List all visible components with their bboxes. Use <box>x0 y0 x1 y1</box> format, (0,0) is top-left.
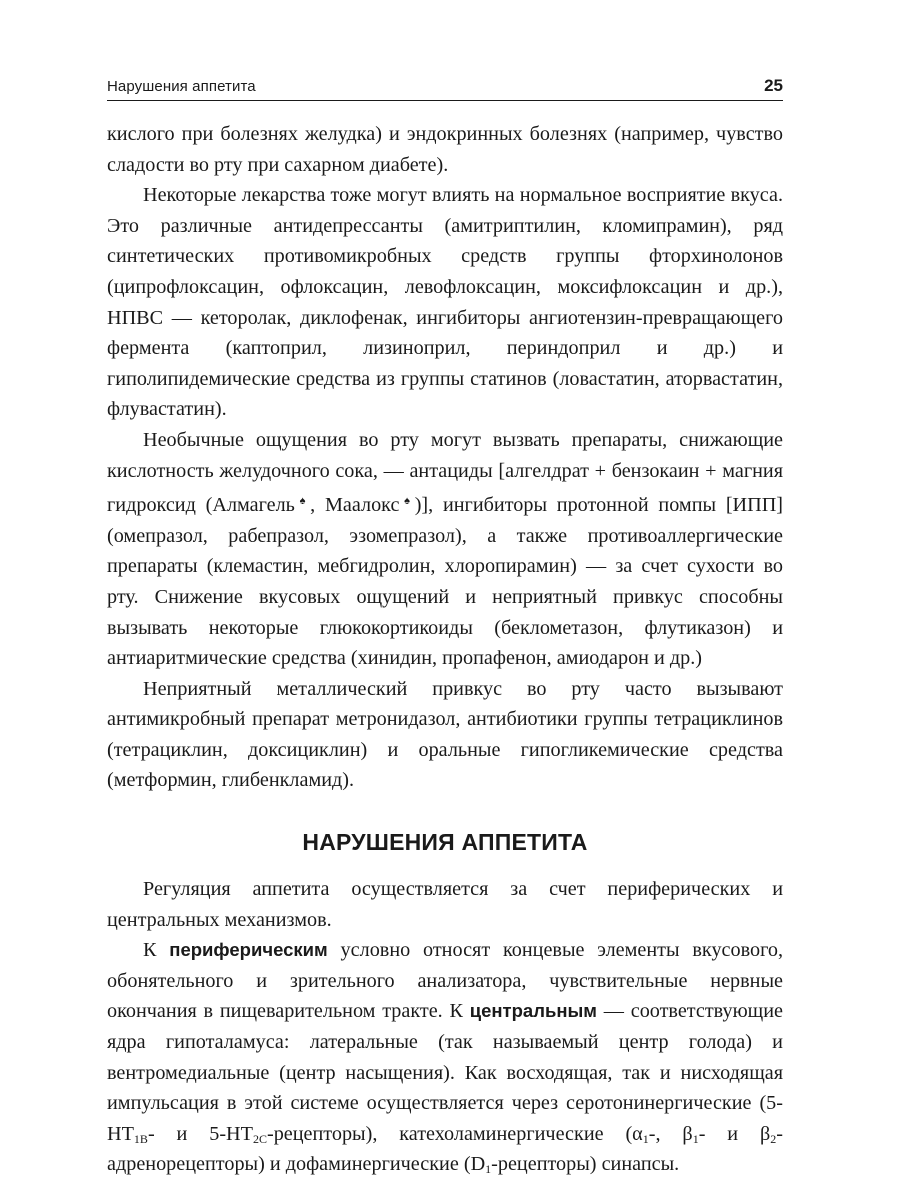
header-rule <box>107 100 783 101</box>
paragraph-mechanisms <box>107 935 783 1180</box>
subscript: 1В <box>133 1131 148 1146</box>
subscript: 2 <box>770 1131 777 1146</box>
paragraph-appetite-regulation: Регуляция аппетита осуществляется за счет периферических и центральных механизмов. <box>107 878 783 931</box>
text-run: -адренорецепторы) и дофаминергические (D <box>107 1122 783 1176</box>
paragraph-metallic-taste: Неприятный металлический привкус во рту часто вызывают антимикробный препарат метронидазол, антибиотики группы тетрациклинов (тетрациклин, доксициклин) и оральные гипогликемические средства (метформин, глибенкламид). <box>107 677 783 792</box>
text-run: , Маалокс <box>310 494 400 517</box>
text-run: Необычные ощущения во рту могут вызвать препараты, снижающие кислотность желудочного сока, — антациды [алгелдрат + бензокаин + магния гидроксид (Алмагель <box>107 428 783 517</box>
bold-term-central: центральным <box>469 1000 597 1022</box>
paragraph-drugs-taste: Некоторые лекарства тоже могут влиять на нормальное восприятие вкуса. Это различные антидепрессанты (амитриптилин, кломипрамин), ряд синтетических противомикробных средств группы фторхинолонов (ципрофлоксацин, офлоксацин, левофлоксацин, моксифлоксацин и др.), НПВС — кеторолак, диклофенак, ингибиторы ангиотензин-превращающего фермента (каптоприл, лизиноприл, периндоприл и др.) и гиполипидемические средства из группы статинов (ловастатин, аторвастатин, флувастатин). <box>107 184 783 421</box>
text-run: -рецепторы) синапсы. <box>491 1153 680 1176</box>
text-run: К <box>143 939 170 962</box>
page-number: 25 <box>764 76 783 95</box>
running-title: Нарушения аппетита <box>107 78 256 95</box>
paragraph-antacids <box>107 425 783 674</box>
bold-term-peripheral: периферическим <box>169 939 328 961</box>
text-run: -, β <box>648 1122 693 1145</box>
body-text <box>107 119 783 1180</box>
text-run: - и 5-НТ <box>147 1122 253 1145</box>
section-heading: НАРУШЕНИЯ АППЕТИТА <box>302 829 588 856</box>
subscript: 2С <box>252 1131 267 1146</box>
trademark-mark: ♠ <box>294 495 311 508</box>
text-run: )], ингибиторы протонной помпы [ИПП] (омепразол, рабепразол, эзомепразол), а также противоаллергические препараты (клемастин, мебгидролин, хлоропирамин) — за счет сухости во рту. Снижение вкусовых ощущений и неприятный привкус способны вызывать некоторые глюкокортикоиды (беклометазон, флутиказон) и антиаритмические средства (хинидин, пропафенон, амиодарон и др.) <box>107 494 784 670</box>
text-run: - и β <box>698 1122 771 1145</box>
subscript: 1 <box>692 1131 699 1146</box>
trademark-mark: ♠ <box>399 495 415 508</box>
subscript: 1 <box>642 1131 649 1146</box>
running-header <box>107 76 783 96</box>
text-run: условно относят концевые элементы вкусового, обонятельного и зрительного анализатора, чувствительные нервные окончания в пищеварительном тракте. К <box>107 939 783 1023</box>
text-run: — соответствующие ядра гипоталамуса: латеральные (так называемый центр голода) и вентромедиальные (центр насыщения). Как восходящая, так и нисходящая импульсация в этой системе осуществляется через серотонинергические (5-НТ <box>107 1000 783 1145</box>
subscript: 1 <box>485 1162 492 1177</box>
text-run: -рецепторы), катехоламинергические (α <box>266 1122 643 1145</box>
paragraph-continuation: кислого при болезнях желудка) и эндокринных болезнях (например, чувство сладости во рту при сахарном диабете). <box>107 123 783 176</box>
